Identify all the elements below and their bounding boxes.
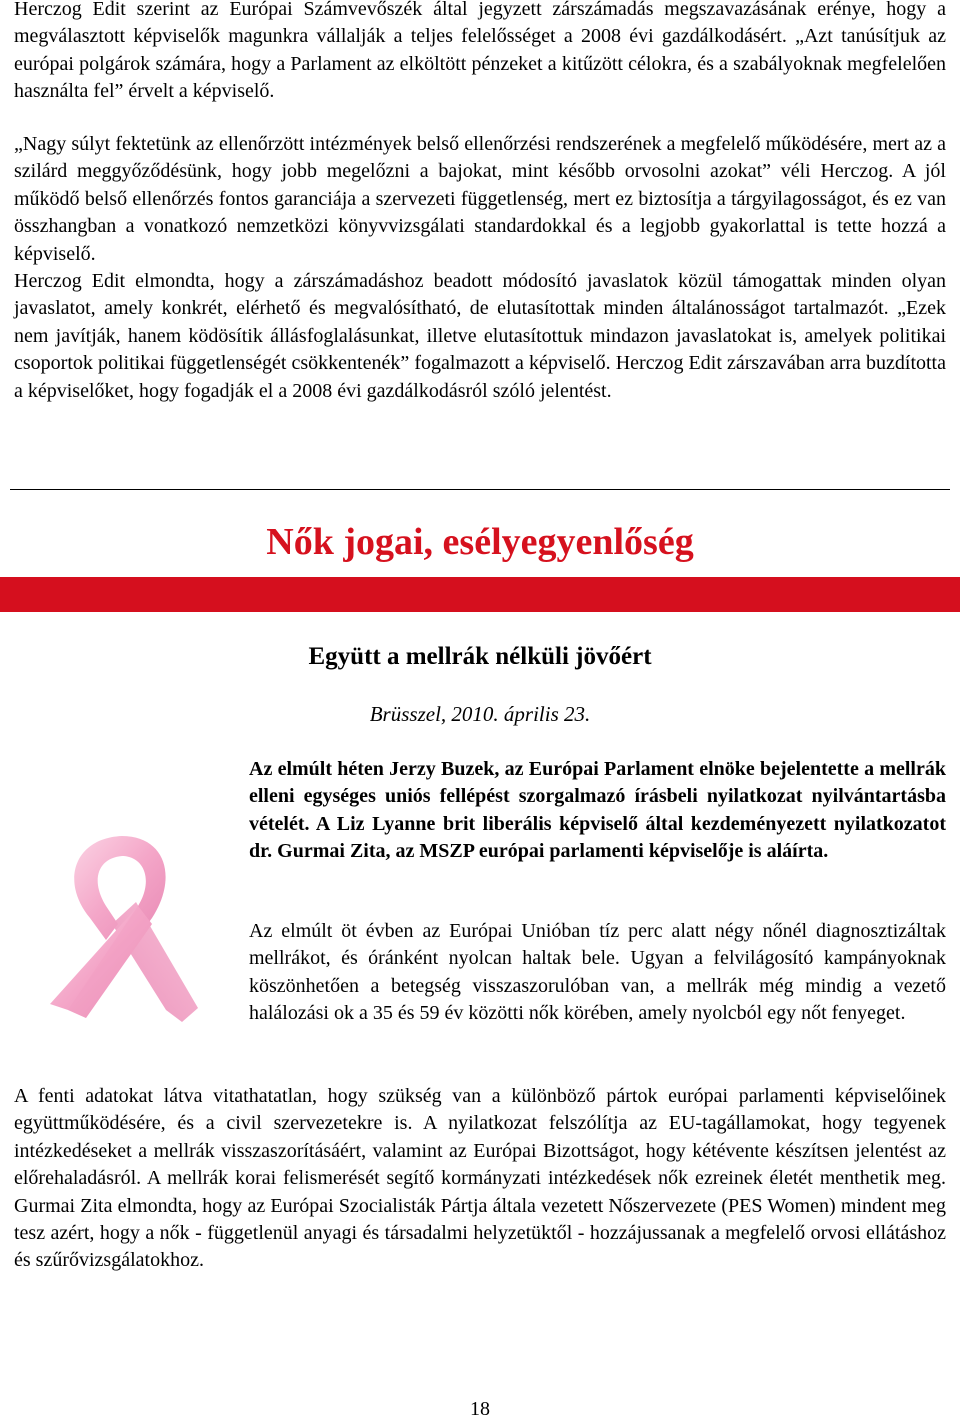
section-title: Nők jogai, esélyegyenlőség bbox=[266, 521, 694, 563]
article-body-1: Az elmúlt öt évben az Európai Unióban tíz perc alatt négy nőnél diagnosztizáltak mellrákot, és óránként nyolcan haltak bele. Ugyan a felvilágosító kampányoknak köszönhetően a betegség visszaszorulóban van, a mellrák még mindig a vezető halálozási ok a 35 és 59 év közötti nők körében, amely nyolcból egy nőt fenyeget. bbox=[249, 920, 946, 1025]
article-title: Együtt a mellrák nélküli jövőért bbox=[308, 643, 652, 670]
paragraph-zarszamadas-1: Herczog Edit szerint az Európai Számvevőszék által jegyzett zárszámadás megszavazásának erénye, hogy a megválasztott képviselők magunkra vállalják a teljes felelősséget a 2008 évi gazdálkodásért. „Azt tanúsítjuk az európai polgárok számára, hogy a Parlament az elköltött pénzeket a kitűzött célokra, és a szabályoknak megfelelően használta fel” érvelt a képviselő. bbox=[14, 0, 946, 103]
article-lead: Az elmúlt héten Jerzy Buzek, az Európai Parlament elnöke bejelentette a mellrák elleni egységes uniós fellépést szorgalmazó írásbeli nyilatkozat nyilvántartásba vételét. A Liz Lyanne brit liberális képviselő által kezdeményezett nyilatkozatot dr. Gurmai Zita, az MSZP európai parlamenti képviselője is aláírta. bbox=[249, 758, 946, 863]
page-number: 18 bbox=[470, 1398, 490, 1420]
article-dateline bbox=[0, 700, 960, 728]
paragraph-zarszamadas-3: Herczog Edit elmondta, hogy a zárszámadáshoz beadott módosító javaslatok közül támogattak minden olyan javaslatot, amely konkrét, elérhető és megvalósítható, de elutasítottak minden általánosságot tartalmazót. „Ezek nem javítják, hanem ködösítik állásfoglalásunkat, illetve elutasítottuk mindazon javaslatokat is, amelyek politikai csoportok politikai függetlenségét csökkentenék” fogalmazott a képviselő. Herczog Edit zárszavában arra buzdította a képviselőket, hogy fogadják el a 2008 évi gazdálkodásról szóló jelentést. bbox=[14, 270, 946, 402]
dateline-text: Brüsszel, 2010. április 23. bbox=[369, 702, 591, 726]
pink-ribbon-icon bbox=[40, 832, 210, 1032]
section-divider bbox=[10, 489, 950, 490]
paragraph-zarszamadas-2: „Nagy súlyt fektetünk az ellenőrzött intézmények belső ellenőrzési rendszerének a megfelelő működésére, mert az a szilárd meggyőződésünk, hogy jobb megelőzni a bajokat, mint később orvosolni azokat” véli Herczog. A jól működő belső ellenőrzés fontos garanciája a szervezeti függetlenség, mert ez biztosítja a tárgyilagosságot, és ez van összhangban a vonatkozó nemzetközi könyvvizsgálati standardokkal és a legjobb gyakorlattal is tette hozzá a képviselő. bbox=[14, 133, 946, 265]
article-body-2: A fenti adatokat látva vitathatatlan, hogy szükség van a különböző pártok európai parlamenti képviselőinek együttműködésére, és a civil szervezetekre is. A nyilatkozat felszólítja az EU-tagállamokat, hogy tegyenek intézkedéseket a mellrák visszaszorításáért, valamint az Európai Bizottságot, hogy kétévente készítsen jelentést az előrehaladásról. A mellrák korai felismerését segítő kormányzati intézkedések nők ezreinek életét menthetik meg. Gurmai Zita elmondta, hogy az Európai Szocialisták Pártja általa vezetett Nőszervezete (PES Women) mindent meg tesz azért, hogy a nők - függetlenül anyagi és társadalmi helyzetüktől - hozzájussanak a megfelelő orvosi ellátáshoz és szűrővizsgálatokhoz. bbox=[14, 1085, 946, 1272]
section-red-bar bbox=[0, 577, 960, 612]
